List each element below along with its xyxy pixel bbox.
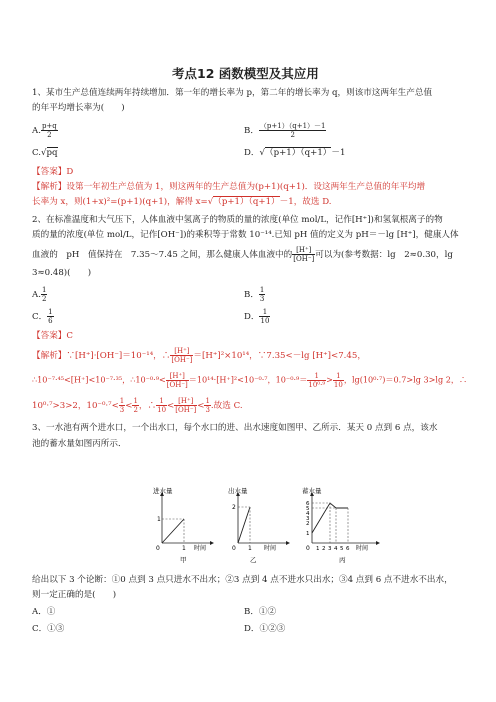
yi-xtick: 1 [248, 545, 252, 552]
figure-bing [302, 486, 378, 564]
q2-option-d-numerator: 1 [259, 308, 270, 317]
jia-caption: 甲 [180, 556, 187, 564]
q1-option-b [244, 122, 326, 139]
q1-explanation-line1: 【解析】设第一年初生产总值为 1，则这两年的生产总值为(p+1)(q+1)．设这两年生产总值的年平均增 [32, 182, 426, 192]
q2-option-b-denominator: 3 [259, 295, 265, 303]
bing-ylabel: 蓄水量 [302, 487, 322, 495]
q2-explanation-numerator: [H⁺] [166, 372, 189, 381]
q2-explanation-line3 [32, 397, 243, 414]
q2-explanation-line2 [32, 372, 467, 389]
q2-option-d [244, 308, 270, 325]
bing-origin: 0 [306, 545, 310, 552]
q2-option-d-denominator: 10 [260, 317, 270, 325]
sqrt-sign-icon: √ [41, 148, 47, 158]
q2-option-b [244, 286, 265, 303]
q1-option-b-label: B． [244, 126, 259, 136]
bing-xtick: 5 [340, 546, 344, 552]
q2-explanation-denominator: 10 [333, 381, 343, 389]
q3-statements-line1: 给出以下 3 个论断：①0 点到 3 点只进水不出水；②3 点到 4 点不进水只出水；③4 点到 6 点不进水不出水， [32, 575, 453, 585]
q2-option-a-fraction [41, 286, 47, 303]
q3-option-a: A．① [32, 607, 56, 617]
q2-option-a [32, 286, 47, 303]
q2-stem-line3 [32, 246, 453, 263]
q1-option-d [244, 148, 345, 159]
q1-explanation-text: －1，故选 D. [279, 197, 332, 207]
q2-explanation-numerator: 1 [133, 397, 138, 405]
q3-statements-line2: 则一定正确的是( ) [32, 590, 117, 600]
q2-explanation-numerator: 1 [307, 372, 326, 381]
q2-stem-line1: 2、在标准温度和大气压下，人体血液中氢离子的物质的量的浓度(单位 mol/L，记作[H⁺])和氢氧根离子的物 [32, 215, 443, 225]
q3-option-b: B．①② [244, 607, 277, 617]
q2-explanation-text: ，∴ [138, 401, 157, 411]
q2-explanation-text: < [125, 401, 133, 411]
q2-explanation-text: 【解析】∵[H⁺]·[OH⁻]＝10⁻¹⁴，∴ [32, 351, 171, 361]
yi-caption: 乙 [250, 556, 257, 564]
q2-option-c-fraction [47, 308, 53, 325]
q1-explanation-line2 [32, 197, 332, 208]
q3-option-d: D．①②③ [244, 624, 286, 634]
q1-stem-line2: 的年平均增长率为( ) [32, 103, 125, 113]
q2-explanation-text: > [326, 374, 333, 385]
q1-option-c-label: C. [32, 148, 42, 158]
q1-option-d-label: D． [244, 148, 260, 158]
yi-ytick: 2 [232, 504, 236, 511]
q2-explanation-denominator: 3 [119, 406, 125, 414]
q1-explanation-radicand: （p+1）（q+1） [213, 197, 280, 207]
q1-option-b-fraction [259, 122, 327, 139]
q2-option-d-fraction [259, 308, 270, 325]
q2-stem-denominator: [OH⁻] [293, 255, 315, 263]
q1-explanation-text: 长率为 x，则(1+x)²=(p+1)(q+1)，解得 x= [32, 197, 208, 207]
jia-xlabel: 时间 [194, 545, 207, 552]
q2-stem-fraction [292, 246, 315, 263]
bing-xtick: 3 [328, 546, 332, 552]
q2-stem-text: 可以为(参考数据：lg 2≈0.30，lg [315, 250, 453, 260]
q2-explanation-denominator: [OH⁻] [175, 406, 197, 414]
q1-option-a-numerator: p+q [41, 122, 57, 130]
q2-explanation-text: < [167, 401, 175, 411]
jia-line [162, 519, 184, 543]
q2-explanation-fraction [333, 372, 344, 389]
bing-ytick: 4 [306, 511, 310, 517]
yi-line [238, 507, 250, 543]
jia-ytick: 1 [157, 516, 161, 523]
q2-explanation-denominator: [OH⁻] [166, 381, 188, 389]
q2-explanation-numerator: 1 [119, 397, 125, 405]
q2-answer: 【答案】C [32, 331, 73, 341]
page-title: 考点12 函数模型及其应用 [172, 66, 319, 81]
bing-ytick: 1 [306, 531, 310, 537]
bing-ytick: 2 [306, 521, 310, 527]
bing-xtick: 1 [316, 546, 320, 552]
q2-stem-text: 血液的 pH 值保持在 7.35～7.45 之间，那么健康人体血液中的 [32, 250, 293, 260]
figure-jia [153, 486, 212, 564]
bing-xtick: 4 [334, 546, 338, 552]
q2-option-a-denominator: 2 [41, 295, 47, 303]
q1-option-a-fraction [41, 122, 58, 139]
q1-option-c-radicand: pq [46, 148, 58, 158]
q1-option-c [32, 148, 58, 159]
q2-explanation-numerator: 1 [333, 372, 344, 381]
q1-stem-line1: 1、某市生产总值连续两年持续增加．第一年的增长率为 p，第二年的增长率为 q，则该市这两年生产总值 [32, 88, 433, 98]
q1-answer: 【答案】D [32, 167, 74, 177]
bing-ytick: 5 [306, 506, 310, 512]
q1-option-d-tail: －1 [331, 148, 346, 158]
q1-option-b-denominator: 2 [290, 131, 295, 139]
q2-explanation-fraction [307, 372, 326, 389]
q3-figures [140, 486, 400, 566]
q2-explanation-text: ∴10⁻⁷·⁴⁵<[H⁺]<10⁻⁷·³⁵，∴10⁻⁰·⁹< [32, 374, 166, 385]
q3-stem-line2: 池的蓄水量如图丙所示． [32, 439, 127, 449]
q2-option-c-numerator: 1 [48, 308, 53, 316]
q2-explanation-denominator: 2 [133, 406, 138, 414]
jia-xtick: 1 [182, 545, 186, 552]
q2-stem-line2: 质的量的浓度(单位 mol/L，记作[OH⁻])的乘积等于常数 10⁻¹⁴.已知 pH 值的定义为 pH＝－lg [H⁺]，健康人体 [32, 230, 459, 240]
q2-explanation-numerator: 1 [205, 397, 210, 405]
bing-ytick: 3 [306, 516, 310, 522]
bing-xtick: 2 [322, 546, 326, 552]
q2-explanation-text: < [197, 401, 205, 411]
q2-option-c-label: C． [32, 312, 48, 322]
q3-option-c: C．①③ [32, 624, 65, 634]
q2-option-a-label: A. [32, 290, 41, 300]
q2-explanation-line1 [32, 347, 366, 364]
q2-explanation-denominator: 3 [205, 406, 210, 414]
q2-explanation-text: ，lg(10⁰·⁷)＝0.7>lg 3>lg 2，∴ [343, 374, 468, 385]
bing-ytick: 6 [306, 501, 310, 507]
q2-explanation-fraction [156, 397, 167, 414]
q2-explanation-numerator: [H⁺] [174, 397, 197, 406]
jia-ylabel: 进水量 [153, 487, 173, 495]
sqrt-sign-icon: √ [207, 197, 214, 207]
q2-option-c [32, 308, 54, 325]
q1-option-a [32, 122, 58, 139]
q2-explanation-text: ＝10¹⁴·[H⁺]²<10⁻⁰·⁷，10⁻⁰·⁹＝ [188, 374, 308, 385]
bing-caption: 丙 [339, 556, 346, 564]
q2-option-b-label: B． [244, 290, 259, 300]
q2-option-d-label: D． [244, 312, 260, 322]
q2-option-b-numerator: 1 [259, 286, 265, 294]
q2-explanation-text: ＝[H⁺]²×10¹⁴，∵7.35<－lg [H⁺]<7.45， [193, 351, 366, 361]
bing-xtick: 6 [346, 546, 350, 552]
q2-option-c-denominator: 6 [48, 317, 53, 325]
yi-ylabel: 出水量 [228, 487, 248, 495]
jia-origin: 0 [156, 545, 160, 552]
q1-option-a-denominator: 2 [47, 131, 52, 139]
q3-stem-line1: 3、一水池有两个进水口，一个出水口，每个水口的进、出水速度如图甲、乙所示．某天 0 点到 6 点，该水 [32, 423, 438, 433]
yi-origin: 0 [232, 545, 236, 552]
q2-explanation-fraction [174, 397, 197, 414]
q1-option-b-numerator: （p+1）（q+1）－1 [259, 122, 326, 130]
q2-explanation-numerator: 1 [156, 397, 167, 406]
q2-explanation-text: 10⁰·⁷>3>2，10⁻⁰·⁷< [32, 401, 119, 411]
figure-yi [228, 486, 288, 564]
q2-option-b-fraction [259, 286, 265, 303]
q2-explanation-numerator: [H⁺] [170, 347, 193, 356]
yi-xlabel: 时间 [264, 545, 277, 552]
bing-xlabel: 时间 [356, 545, 369, 552]
q1-option-a-label: A. [32, 126, 41, 136]
sqrt-sign-icon: √ [259, 148, 265, 158]
q2-explanation-text: .故选 C. [210, 401, 243, 411]
q1-option-d-radicand: （p+1）（q+1） [264, 148, 332, 158]
q2-stem-numerator: [H⁺] [292, 246, 315, 255]
q2-stem-line4: 3≈0.48)( ) [32, 268, 92, 278]
q2-option-a-numerator: 1 [41, 286, 47, 294]
q2-explanation-fraction [166, 372, 189, 389]
q2-explanation-denominator: [OH⁻] [171, 356, 193, 364]
q2-explanation-denominator: 10 [157, 406, 167, 414]
q2-explanation-fraction [170, 347, 193, 364]
q2-explanation-denominator: 10⁰·⁹ [308, 381, 326, 389]
